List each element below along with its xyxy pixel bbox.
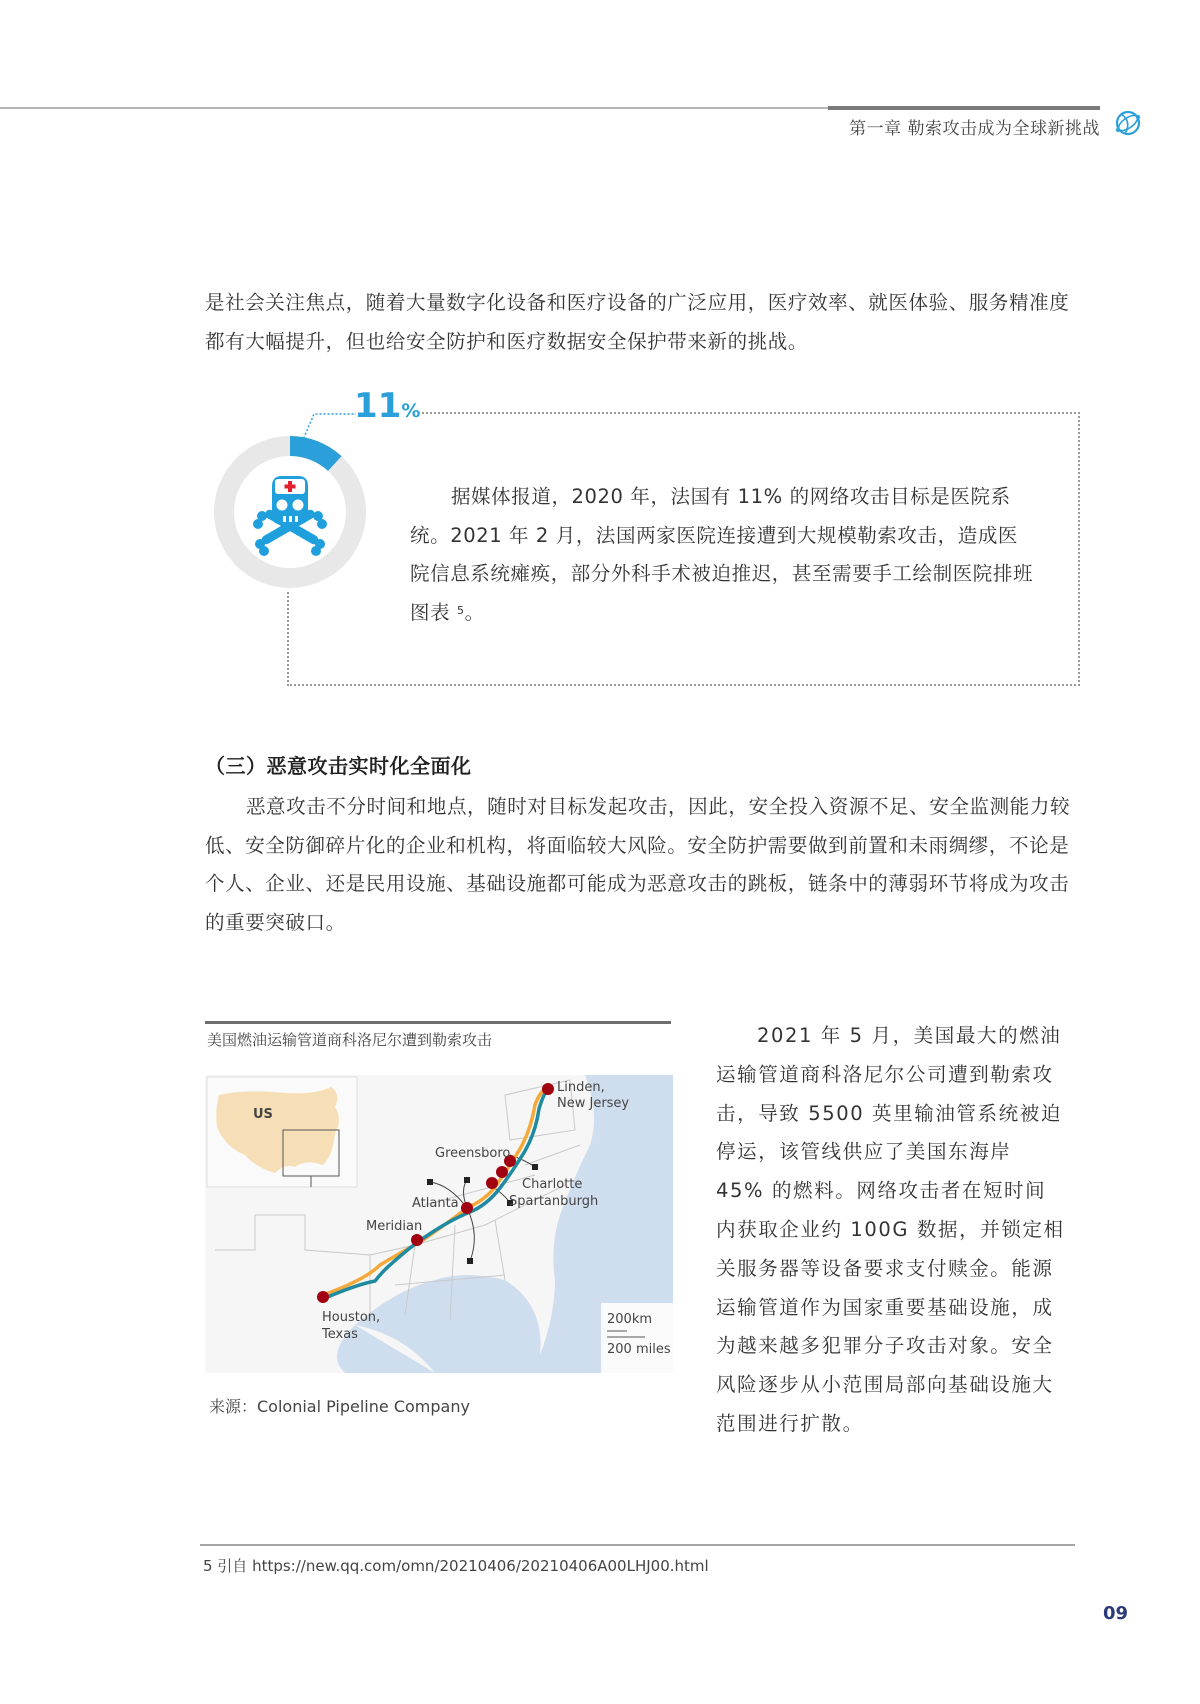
- percent-value: 11: [354, 386, 402, 426]
- donut-chart: [210, 432, 370, 592]
- chapter-title: 第一章 勒索攻击成为全球新挑战: [849, 119, 1100, 139]
- intro-paragraph: 是社会关注焦点，随着大量数字化设备和医疗设备的广泛应用，医疗效率、就医体验、服务精准度都有大幅提升，但也给安全防护和医疗数据安全保护带来新的挑战。: [205, 291, 1070, 353]
- svg-text:US: US: [253, 1107, 273, 1122]
- footnote-ref[interactable]: 5: [457, 603, 465, 617]
- svg-text:Greensboro: Greensboro: [435, 1146, 511, 1161]
- percent-leader-line: [296, 400, 360, 444]
- svg-text:200 miles: 200 miles: [607, 1342, 671, 1357]
- svg-text:Charlotte: Charlotte: [522, 1177, 583, 1192]
- right-column-text: 2021 年 5 月，美国最大的燃油运输管道商科洛尼尔公司遭到勒索攻击，导致 5500 英里输油管系统被迫停运，该管线供应了美国东海岸 45% 的燃料。网络攻击者在短时间内获取企业约 100G 数据，并锁定相关服务器等设备要求支付赎金。能源运输管道作为国家重要基础设施，成为越来越多犯罪分子攻击对象。安全风险逐步从小范围局部向基础设施大范围进行扩散。: [716, 1024, 1065, 1435]
- svg-text:Houston,: Houston,: [322, 1310, 381, 1325]
- svg-text:200km: 200km: [607, 1312, 653, 1327]
- figure-title: 美国燃油运输管道商科洛尼尔遭到勒索攻击: [207, 1031, 493, 1049]
- percent-sign: %: [401, 400, 421, 422]
- section-paragraph: 恶意攻击不分时间和地点，随时对目标发起攻击，因此，安全投入资源不足、安全监测能力较低、安全防御碎片化的企业和机构，将面临较大风险。安全防护需要做到前置和未雨绸缪，不论是个人、企业、还是民用设施、基础设施都可能成为恶意攻击的跳板，链条中的薄弱环节将成为攻击的重要突破口。: [205, 795, 1071, 934]
- us-inset-map: [207, 1077, 357, 1187]
- pipeline-map: [205, 1075, 673, 1373]
- callout-text: [410, 478, 1038, 632]
- figure-source: 来源：Colonial Pipeline Company: [209, 1397, 470, 1416]
- svg-text:Texas: Texas: [322, 1327, 358, 1342]
- svg-text:New Jersey: New Jersey: [557, 1096, 630, 1111]
- globe-icon: [1112, 107, 1144, 139]
- svg-text:Spartanburgh: Spartanburgh: [509, 1194, 599, 1209]
- callout-body: 据媒体报道，2020 年，法国有 11% 的网络攻击目标是医院系统。2021 年 2 月，法国两家医院连接遭到大规模勒索攻击，造成医院信息系统瘫痪，部分外科手术被迫推迟，甚至需要手工绘制医院排班图表: [410, 485, 1034, 624]
- figure-rule: [205, 1021, 671, 1024]
- header-rule-accent: [828, 106, 1100, 110]
- footnote-text[interactable]: 5 引自 https://new.qq.com/omn/20210406/20210406A00LHJ00.html: [203, 1557, 709, 1575]
- footnote-rule: [200, 1544, 1075, 1546]
- percent-stat: [354, 386, 420, 431]
- medical-skull-crossbones-icon: [253, 476, 327, 556]
- svg-text:Atlanta: Atlanta: [412, 1196, 459, 1211]
- callout-end-punct: 。: [464, 600, 485, 624]
- svg-text:Meridian: Meridian: [366, 1219, 423, 1234]
- page-number: 09: [1103, 1603, 1129, 1624]
- svg-text:Linden,: Linden,: [557, 1080, 605, 1095]
- section-heading: （三）恶意攻击实时化全面化: [205, 754, 472, 778]
